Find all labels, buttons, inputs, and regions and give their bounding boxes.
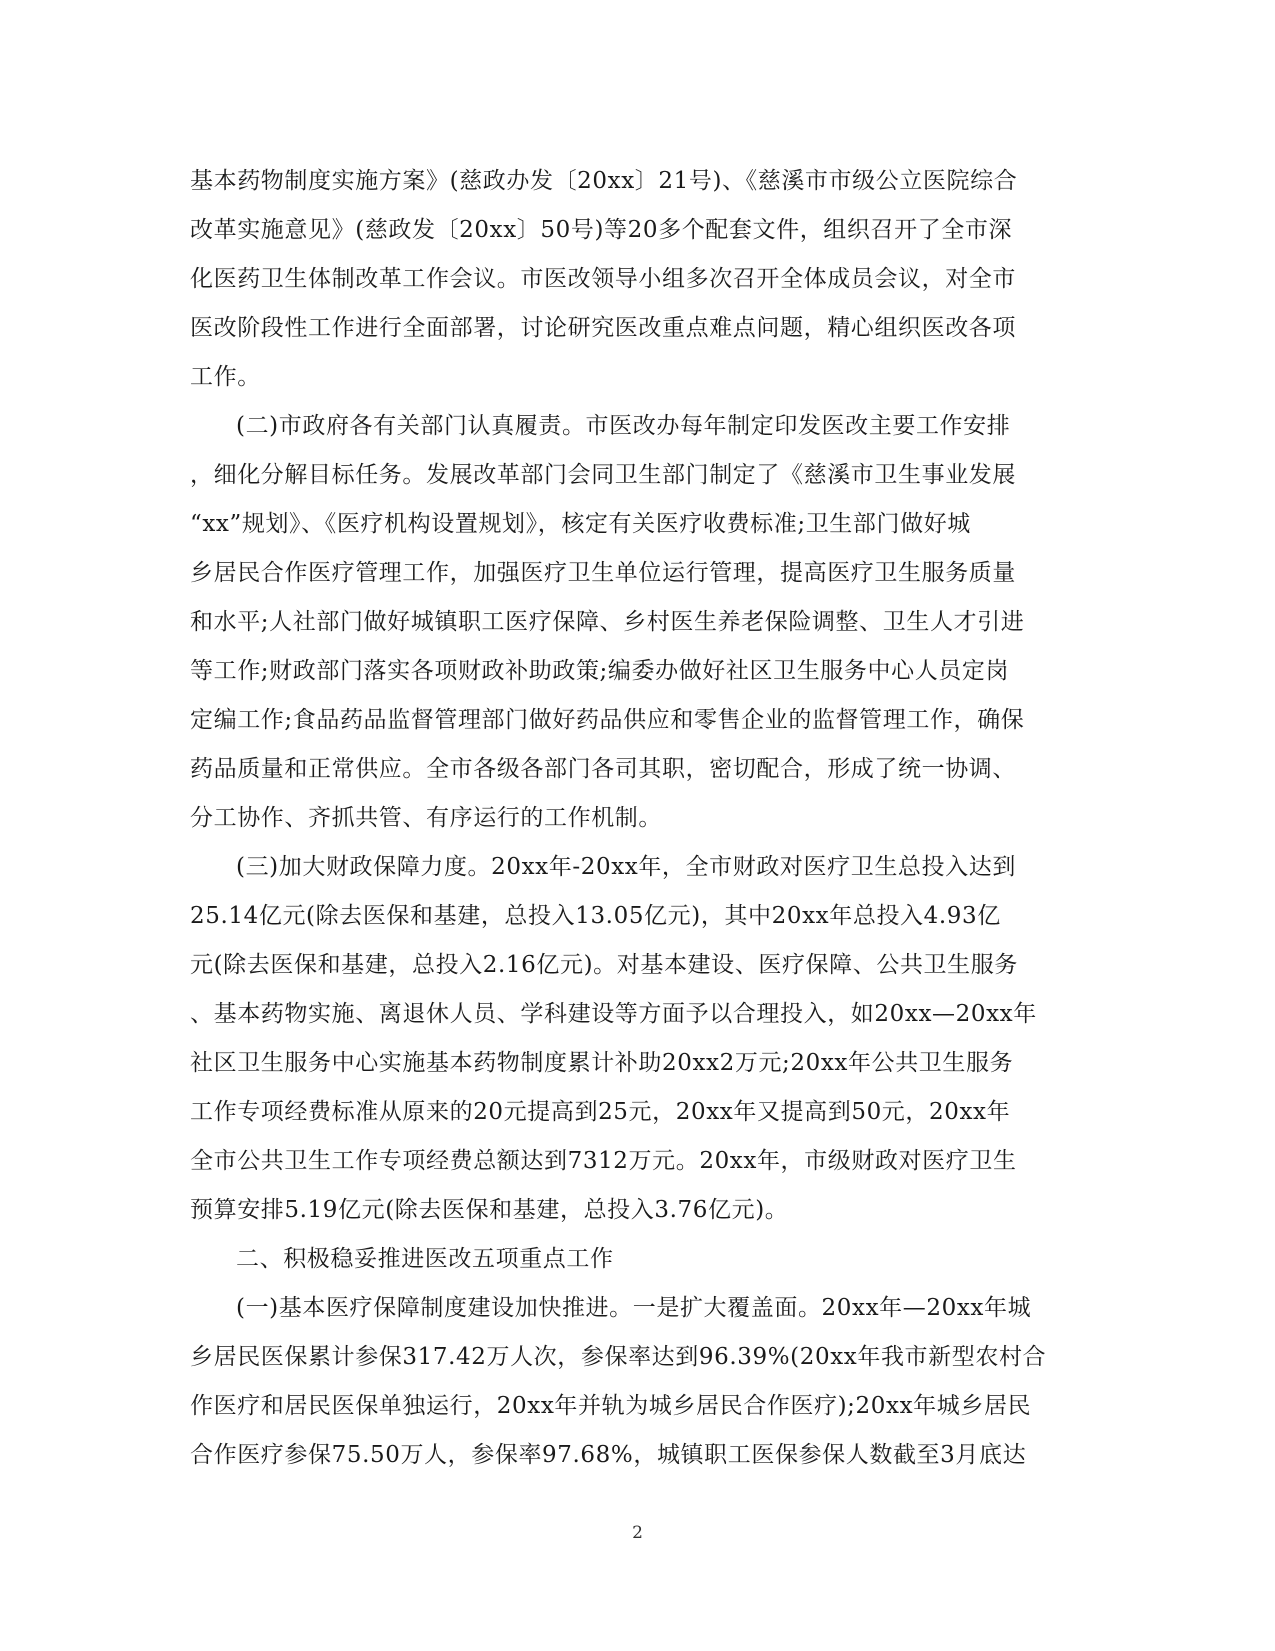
text-line: 乡居民医保累计参保317.42万人次，参保率达到96.39%(20xx年我市新型农村合 bbox=[190, 1344, 1047, 1370]
text-line: “xx”规划》、《医疗机构设置规划》，核定有关医疗收费标准;卫生部门做好城 bbox=[190, 511, 971, 537]
text-line: 二、积极稳妥推进医改五项重点工作 bbox=[236, 1246, 614, 1272]
text-line: 和水平;人社部门做好城镇职工医疗保障、乡村医生养老保险调整、卫生人才引进 bbox=[190, 609, 1025, 635]
text-line: (一)基本医疗保障制度建设加快推进。一是扩大覆盖面。20xx年—20xx年城 bbox=[236, 1295, 1032, 1321]
text-line: 改革实施意见》(慈政发〔20xx〕50号)等20多个配套文件，组织召开了全市深 bbox=[190, 217, 1013, 243]
text-line: 医改阶段性工作进行全面部署，讨论研究医改重点难点问题，精心组织医改各项 bbox=[190, 315, 1016, 341]
text-line: 合作医疗参保75.50万人，参保率97.68%，城镇职工医保参保人数截至3月底达 bbox=[190, 1442, 1027, 1468]
text-line: 分工协作、齐抓共管、有序运行的工作机制。 bbox=[190, 805, 662, 831]
text-line: 全市公共卫生工作专项经费总额达到7312万元。20xx年，市级财政对医疗卫生 bbox=[190, 1148, 1017, 1174]
document-body bbox=[190, 157, 1085, 1480]
text-line: 药品质量和正常供应。全市各级各部门各司其职，密切配合，形成了统一协调、 bbox=[190, 756, 1016, 782]
text-line: 元(除去医保和基建，总投入2.16亿元)。对基本建设、医疗保障、公共卫生服务 bbox=[190, 952, 1018, 978]
text-line: 工作。 bbox=[190, 364, 261, 390]
page-number: 2 bbox=[632, 1523, 643, 1543]
text-line: ，细化分解目标任务。发展改革部门会同卫生部门制定了《慈溪市卫生事业发展 bbox=[190, 462, 1016, 488]
text-line: 、基本药物实施、离退休人员、学科建设等方面予以合理投入，如20xx—20xx年 bbox=[190, 1001, 1037, 1027]
text-line: 预算安排5.19亿元(除去医保和基建，总投入3.76亿元)。 bbox=[190, 1197, 789, 1223]
text-line: 作医疗和居民医保单独运行，20xx年并轨为城乡居民合作医疗);20xx年城乡居民 bbox=[190, 1393, 1032, 1419]
text-line: 定编工作;食品药品监督管理部门做好药品供应和零售企业的监督管理工作，确保 bbox=[190, 707, 1025, 733]
text-line: 工作专项经费标准从原来的20元提高到25元，20xx年又提高到50元，20xx年 bbox=[190, 1099, 1011, 1125]
text-line: (二)市政府各有关部门认真履责。市医改办每年制定印发医改主要工作安排 bbox=[236, 413, 1011, 439]
text-line: (三)加大财政保障力度。20xx年-20xx年，全市财政对医疗卫生总投入达到 bbox=[236, 854, 1016, 880]
text-line: 基本药物制度实施方案》(慈政办发〔20xx〕21号)、《慈溪市市级公立医院综合 bbox=[190, 168, 1018, 194]
text-line: 乡居民合作医疗管理工作，加强医疗卫生单位运行管理，提高医疗卫生服务质量 bbox=[190, 560, 1016, 586]
text-line: 社区卫生服务中心实施基本药物制度累计补助20xx2万元;20xx年公共卫生服务 bbox=[190, 1050, 1014, 1076]
text-line: 等工作;财政部门落实各项财政补助政策;编委办做好社区卫生服务中心人员定岗 bbox=[190, 658, 1010, 684]
text-line: 25.14亿元(除去医保和基建，总投入13.05亿元)，其中20xx年总投入4.93亿 bbox=[190, 903, 1001, 929]
text-line: 化医药卫生体制改革工作会议。市医改领导小组多次召开全体成员会议，对全市 bbox=[190, 266, 1016, 292]
